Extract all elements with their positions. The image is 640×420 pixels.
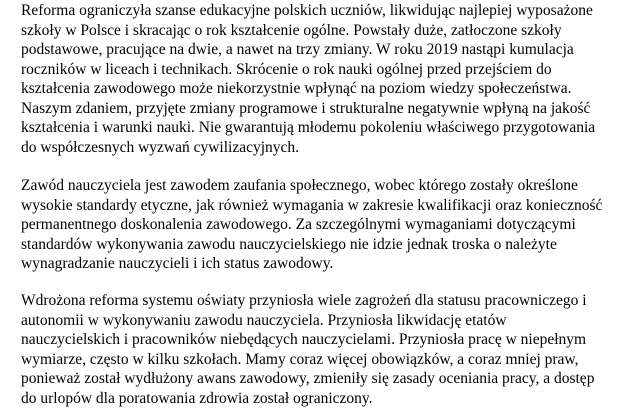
text-line: standardów wykonywania zawodu nauczycielskiego nie idzie jednak troska o należyte (21, 235, 557, 253)
text-line: roczników w liceach i technikach. Skrócenie o rok nauki ogólnej przed przejściem do (21, 60, 552, 78)
text-line: szkoły w Polsce i skracając o rok kształcenie ogólne. Powstały duże, zatłoczone szkoły (21, 21, 562, 39)
paragraph-teacher-profession (21, 176, 602, 274)
text-line: podstawowe, pracujące na dwie, a nawet na trzy zmiany. W roku 2019 nastąpi kumulacja (21, 41, 574, 58)
text-line: Naszym zdaniem, przyjęte zmiany programowe i strukturalne negatywnie wpłyną na jakość (21, 99, 591, 117)
text-line: nauczycielskich i pracowników niebędących nauczycielami. Przyniosła pracę w niepełnym (21, 331, 587, 348)
text-line: Wdrożona reforma systemu oświaty przyniosła wiele zagrożeń dla statusu pracowniczego i (21, 292, 587, 309)
text-line: Zawód nauczyciela jest zawodem zaufania społecznego, wobec którego zostały określone (21, 177, 578, 194)
text-line: kształcenia zawodowego może niekorzystnie wpłynąć na poziom wiedzy społeczeństwa. (21, 80, 572, 97)
text-line: wysokie standardy etyczne, jak również wymagania w zakresie kwalifikacji oraz konieczność (21, 196, 603, 214)
text-line: autonomii w wykonywaniu zawodu nauczyciela. Przyniosła likwidację etatów (21, 311, 507, 329)
paragraph-reform-threats (21, 291, 594, 408)
text-line: permanentnego doskonalenia zawodowego. Za szczególnymi wymaganiami dotyczącymi (21, 216, 576, 233)
text-line: ponieważ został wydłużony awans zawodowy, zmieniły się zasady oceniania pracy, a dostęp (21, 370, 595, 387)
text-line: do urlopów dla poratowania zdrowia został ograniczony. (21, 389, 373, 407)
text-line: wynagradzanie nauczycieli i ich status zawodowy. (21, 255, 334, 272)
text-line: do współczesnych wyzwań cywilizacyjnych. (21, 138, 300, 156)
text-line: kształcenia i warunki nauki. Nie gwarantują młodemu pokoleniu właściwego przygotowania (21, 119, 596, 136)
text-line: Reforma ograniczyła szanse edukacyjne polskich uczniów, likwidując najlepiej wyposażone (21, 2, 593, 19)
text-line: wymiarze, często w kilku szkołach. Mamy coraz więcej obowiązków, a coraz mniej praw, (21, 350, 579, 368)
paragraph-reform-education (21, 1, 595, 157)
